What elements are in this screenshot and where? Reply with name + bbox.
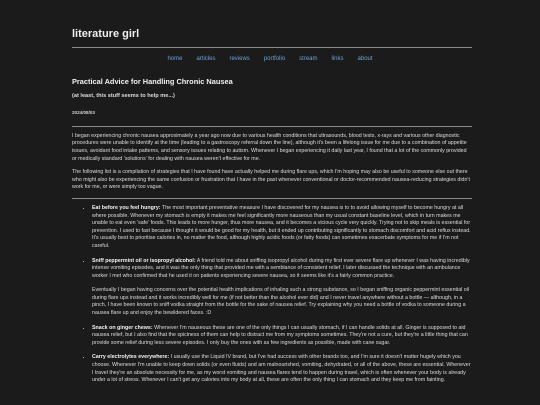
item-heading: Carry electrolytes everywhere: <box>92 354 170 361</box>
item-text: The most important preventative measure I have discovered for my nausea is to to avoid allowing myself to become hungry at all where possible. Whenever my stomach is empty it makes me feel significantly more nauseous than my usual constant baseline level, which in turn makes me unable to eat even 'safe' foods. This leads to more hunger, thus more nausea, and it becomes a vicious cycle very quickly. Trying not to skip meals is essential for prevention. I used to fast because I thought it would be good for my health, but it ended up contributing significantly to stomach discomfort and acid reflux instead. It's usually best to prioritise calories in, no matter the food, although highly acidic foods (or fatty foods) can sometimes exacerbate symptoms for me if I'm not careful. <box>92 204 471 249</box>
advice-list <box>78 205 472 385</box>
nav-articles[interactable]: articles <box>196 56 216 62</box>
article <box>72 78 472 392</box>
post-subtitle: (at least, this stuff seems to help me...) <box>72 92 175 99</box>
item-text: Whenever I'm nauseous these are one of the only things I can usually stomach, if I can handle solids at all. Ginger is supposed to aid nausea relief, but I also find that the spiciness of them can help to distract me from my symptoms sometimes. They're not a cure, but they're a little thing that can provide some relief during less severe episodes. I only buy the ones with as few ingredients as possible, made with cane sugar. <box>92 324 468 346</box>
post-title: Practical Advice for Handling Chronic Nausea <box>72 77 233 86</box>
content-divider <box>72 198 472 199</box>
intro-paragraph: The following list is a compilation of strategies that I have found have actually helped me during flare ups, which I'm hoping may also be useful to someone else out there who might also be experiencing the same confusion or frustration that I have in the past whenever conventional or doctor-recommended nausea-reducing strategies didn't work for me, or were simply too vague. <box>72 169 470 191</box>
nav-reviews[interactable]: reviews <box>229 56 250 62</box>
item-heading: Sniff peppermint oil or isopropyl alcohol: <box>92 257 196 264</box>
list-item <box>92 325 472 348</box>
nav-portfolio[interactable]: portfolio <box>263 56 286 62</box>
site-title[interactable]: literature girl <box>72 28 140 40</box>
nav-links[interactable]: links <box>331 56 344 62</box>
item-text: I usually use the Liquid IV brand, but I've had success with other brands too, and I'm sure it doesn't matter hugely which you choose. Whenever I'm unable to keep down solids (or even fluids) and am malnourished, vomiting, dehydrated, or all of the above, these are essential. Whenever I travel they're an absolute necessity for me, as my worst vomiting and nausea flares tend to happen during travel, which is often whenever your body is already under a lot of stress. Whenever I can't get any calories into my body at all, these are often the only thing I can stomach and they keep me from fainting. <box>92 354 471 384</box>
title-divider <box>72 47 472 48</box>
item-text: A friend told me about sniffing isopropyl alcohol during my first ever severe flare up whenever I was having incredibly intense vomiting episodes, and it was the only thing that provided me with a semblance of consistent relief. I later discussed the technique with an ambulance worker I met who confirmed that he used it on patients experiencing severe nausea, so it seems like it's a fairly common practice. <box>92 257 470 279</box>
post-date: 2024/08/03 <box>72 110 95 116</box>
content-divider <box>72 126 472 127</box>
nav-home[interactable]: home <box>167 56 183 62</box>
item-heading: Eat before you feel hungry: <box>92 204 161 211</box>
item-text: Eventually I began having concerns over the potential health implications of inhaling such a strong substance, so I began sniffing organic peppermint essential oil during flare ups instead and it works incredibly well for me (if not better than the alcohol ever did) and I never travel anywhere without a bottle — although, in a pinch, I have been known to sniff vodka straight from the bottle for the sake of nausea relief. Try explaining why you need a bottle of vodka to someone during a nausea flare up and enjoy the bewildered faces. :D <box>92 287 470 317</box>
nav-about[interactable]: about <box>357 56 373 62</box>
main-nav <box>0 56 540 62</box>
nav-stream[interactable]: stream <box>299 56 318 62</box>
list-item <box>92 258 472 318</box>
list-item <box>92 354 472 384</box>
intro-paragraph: I began experiencing chronic nausea approximately a year ago now due to various health conditions that ultrasounds, blood tests, x-rays and various other diagnostic procedures were unable to identify at the time (leading to a gastroscopy referral down the line), although it's been a lifelong issue for me due to a combination of appetite issues, avoidant food intake patterns, and sensory issues relating to autism. Whenever I began experiencing it daily last year, I found that a lot of the commonly provided or medically standard 'solutions' for dealing with nausea weren't effective for me. <box>72 132 467 162</box>
item-heading: Snack on ginger chews: <box>92 324 153 331</box>
list-item <box>92 205 472 251</box>
